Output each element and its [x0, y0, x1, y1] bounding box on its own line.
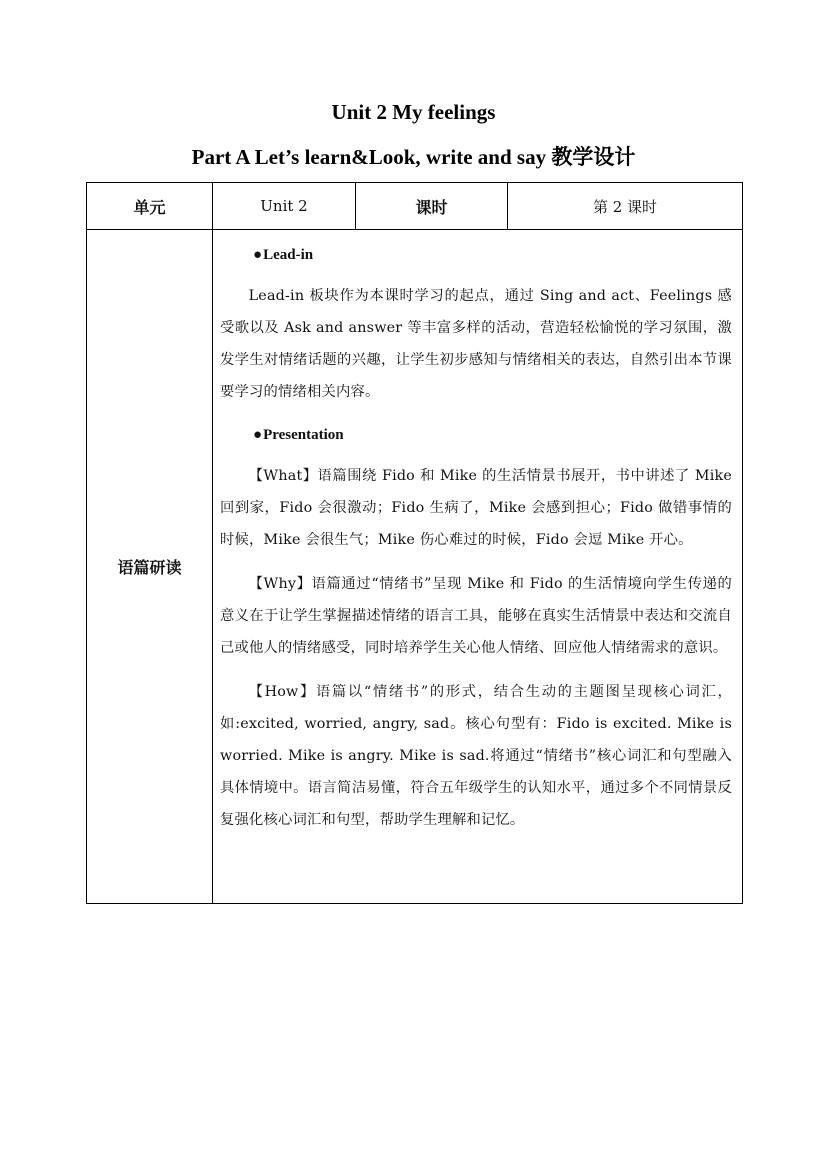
how-paragraph: 【How】语篇以“情绪书”的形式，结合生动的主题图呈现核心词汇，如:excited, worried, angry, sad。核心句型有：Fido is excited. Mike is worried. Mike is angry. Mike is sad.将通过“情绪书”核心词汇和句型融入具体情境中。语言简洁易懂，符合五年级学生的认知水平，通过多个不同情景反复强化核心词汇和句型，帮助学生理解和记忆。 — [220, 684, 732, 828]
document-subtitle: Part A Let’s learn&Look, write and say 教学设计 — [191, 145, 636, 169]
leadin-heading: ●Lead-in — [253, 247, 314, 263]
lesson-plan-table — [86, 182, 743, 904]
what-paragraph: 【What】语篇围绕 Fido 和 Mike 的生活情景书展开，书中讲述了 Mike 回到家，Fido 会很激动；Fido 生病了，Mike 会感到担心；Fido 做错事情的时候，Mike 会很生气；Mike 伤心难过的时候，Fido 会逗 Mike 开心。 — [220, 468, 732, 548]
leadin-paragraph: Lead-in 板块作为本课时学习的起点，通过 Sing and act、Feelings 感受歌以及 Ask and answer 等丰富多样的活动，营造轻松愉悦的学习氛围，激发学生对情绪话题的兴趣，让学生初步感知与情绪相关的表达，自然引出本节课要学习的情绪相关内容。 — [220, 288, 732, 400]
presentation-heading: ●Presentation — [253, 427, 344, 443]
period-label-cell: 课时 — [356, 183, 508, 230]
period-value-cell: 第 2 课时 — [508, 183, 743, 230]
text-analysis-label: 语篇研读 — [87, 230, 213, 904]
unit-value-cell: Unit 2 — [213, 183, 356, 230]
bullet-icon: ● — [253, 427, 263, 443]
document-title: Unit 2 My feelings — [331, 100, 496, 124]
header-row — [87, 183, 743, 230]
text-analysis-content — [213, 230, 743, 904]
bullet-icon: ● — [253, 247, 263, 263]
unit-label-cell: 单元 — [87, 183, 213, 230]
text-analysis-row — [87, 230, 743, 904]
why-paragraph: 【Why】语篇通过“情绪书”呈现 Mike 和 Fido 的生活情境向学生传递的意义在于让学生掌握描述情绪的语言工具，能够在真实生活情景中表达和交流自己或他人的情绪感受，同时培养学生关心他人情绪、回应他人情绪需求的意识。 — [220, 576, 732, 656]
